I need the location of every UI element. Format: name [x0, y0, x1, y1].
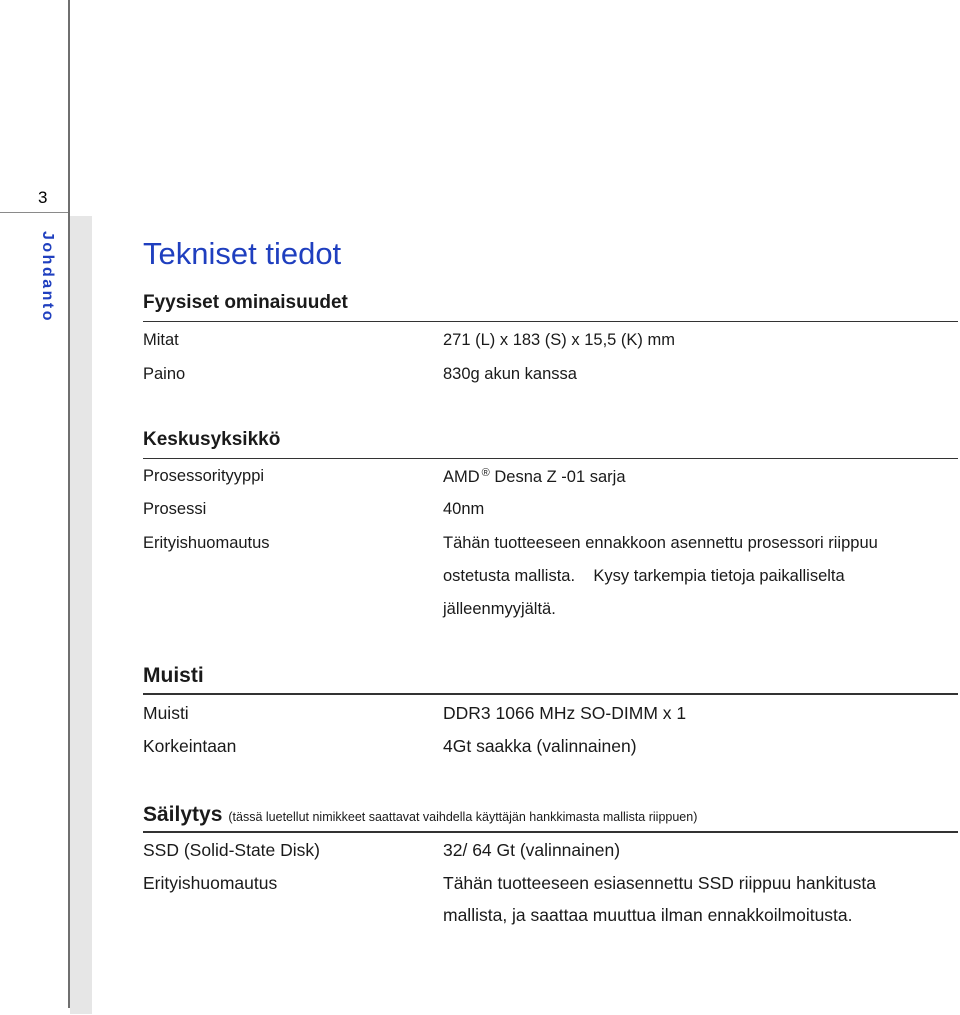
section-rule: [143, 321, 958, 322]
section-rule: [143, 831, 958, 833]
section-heading-memory: Muisti: [143, 664, 204, 687]
section-heading-physical: Fyysiset ominaisuudet: [143, 292, 348, 313]
spec-label: Korkeintaan: [143, 736, 237, 756]
spec-label: Erityishuomautus: [143, 873, 278, 893]
spec-value: 40nm: [443, 500, 485, 518]
page-title: Tekniset tiedot: [143, 236, 342, 271]
spec-value-line: Tähän tuotteeseen ennakkoon asennettu prosessori riippuu: [443, 534, 878, 552]
section-rule: [143, 458, 958, 459]
spec-value-line: mallista, ja saattaa muuttua ilman ennakkoilmoitusta.: [443, 905, 853, 925]
section-note: (tässä luetellut nimikkeet saattavat vaihdella käyttäjän hankkimasta mallista riippuen): [228, 810, 698, 824]
page-number: 3: [38, 188, 48, 207]
spec-value: 4Gt saakka (valinnainen): [443, 736, 637, 756]
spec-label: Paino: [143, 365, 186, 383]
margin-gray-strip: [70, 216, 92, 1014]
spec-label: Erityishuomautus: [143, 534, 270, 552]
section-rule: [143, 693, 958, 695]
spec-label: SSD (Solid-State Disk): [143, 840, 320, 860]
spec-value-line: ostetusta mallista. Kysy tarkempia tietoja paikalliselta: [443, 567, 845, 585]
spec-value-line: jälleenmyyjältä.: [443, 600, 556, 618]
spec-value: [443, 467, 626, 487]
spec-label: Prosessorityyppi: [143, 467, 265, 485]
section-heading-cpu: Keskusyksikkö: [143, 429, 281, 450]
spec-label: Prosessi: [143, 500, 207, 518]
spec-value-rest: Desna Z -01 sarja: [489, 468, 626, 486]
spec-value-brand: AMD: [443, 468, 480, 486]
spec-value-line: Tähän tuotteeseen esiasennettu SSD riippuu hankitusta: [443, 873, 876, 893]
spec-label: Mitat: [143, 331, 179, 349]
chapter-label: Johdanto: [39, 231, 56, 323]
spec-value: DDR3 1066 MHz SO-DIMM x 1: [443, 703, 687, 723]
registered-mark: ®: [481, 467, 490, 479]
spec-label: Muisti: [143, 703, 189, 723]
page-number-rule: [0, 212, 68, 213]
section-heading-storage: [143, 803, 697, 827]
spec-value: 830g akun kanssa: [443, 365, 577, 383]
spec-value: 271 (L) x 183 (S) x 15,5 (K) mm: [443, 331, 675, 349]
section-heading-text: Säilytys: [143, 803, 223, 826]
spec-value: 32/ 64 Gt (valinnainen): [443, 840, 621, 860]
